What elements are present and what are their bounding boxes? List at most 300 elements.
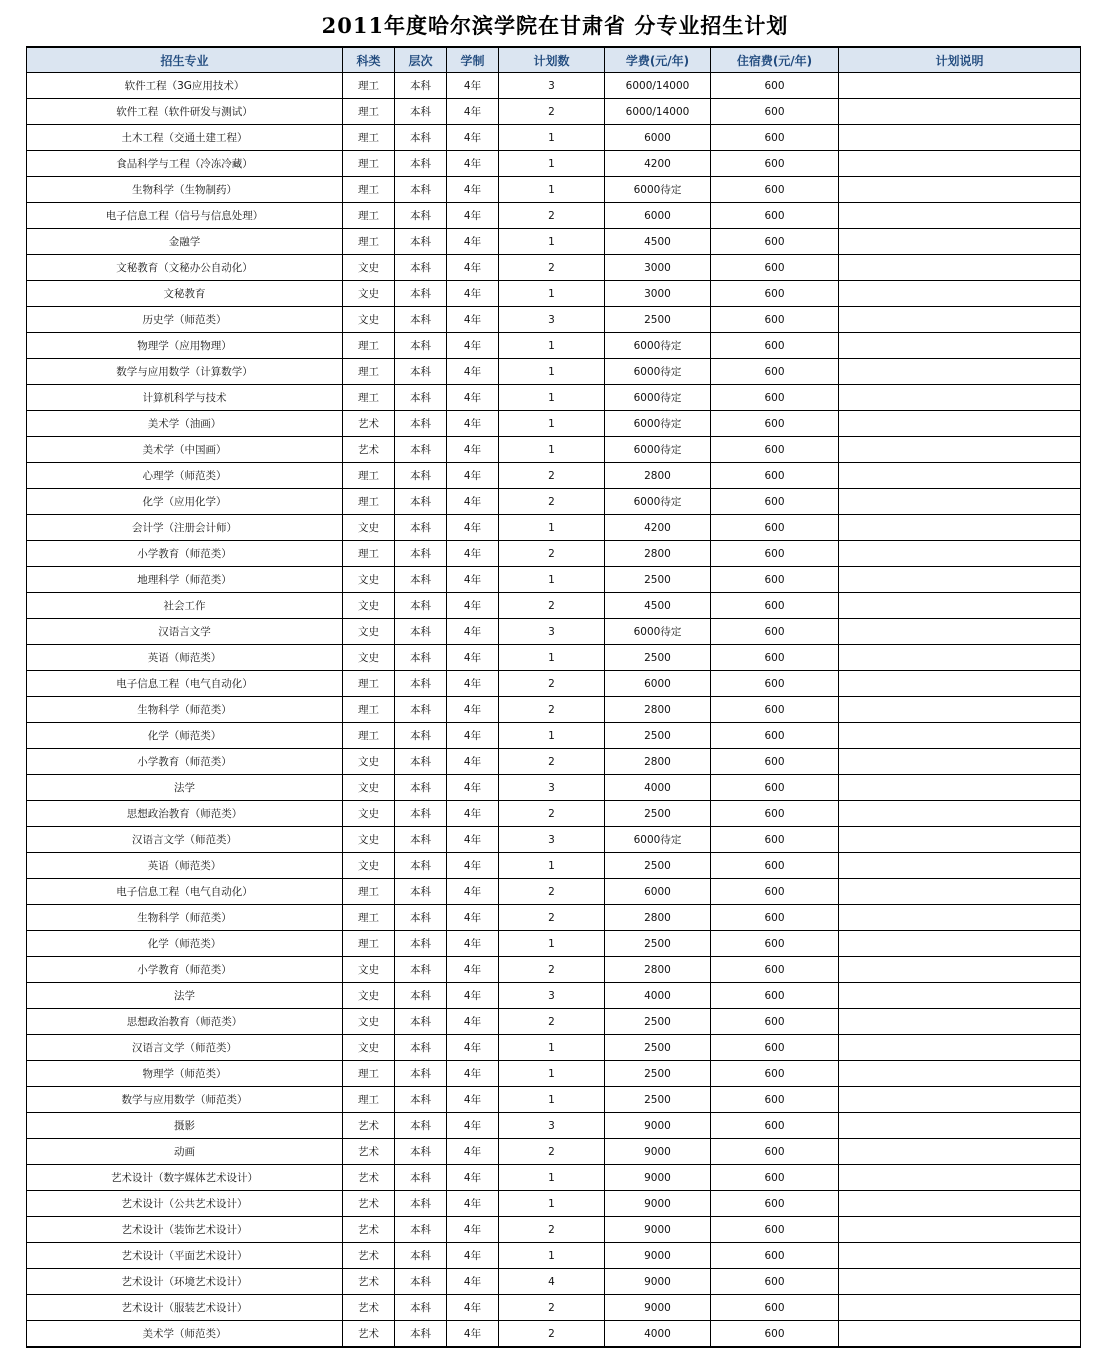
cell-major: 美术学（中国画） [27, 437, 343, 463]
cell-tuition: 2500 [605, 1009, 711, 1035]
cell-level: 本科 [395, 99, 447, 125]
cell-note [839, 1217, 1081, 1243]
cell-level: 本科 [395, 177, 447, 203]
cell-duration: 4年 [447, 541, 499, 567]
cell-duration: 4年 [447, 333, 499, 359]
cell-level: 本科 [395, 151, 447, 177]
cell-level: 本科 [395, 775, 447, 801]
cell-note [839, 1035, 1081, 1061]
table-row [27, 1035, 1081, 1061]
cell-level: 本科 [395, 1321, 447, 1348]
cell-tuition: 2500 [605, 645, 711, 671]
cell-category: 理工 [343, 203, 395, 229]
cell-major: 生物科学（师范类） [27, 905, 343, 931]
cell-lodging: 600 [711, 151, 839, 177]
cell-duration: 4年 [447, 619, 499, 645]
cell-major: 会计学（注册会计师） [27, 515, 343, 541]
cell-tuition: 9000 [605, 1243, 711, 1269]
cell-tuition: 2500 [605, 1061, 711, 1087]
cell-lodging: 600 [711, 567, 839, 593]
cell-level: 本科 [395, 1009, 447, 1035]
cell-duration: 4年 [447, 931, 499, 957]
cell-plan-count: 1 [499, 333, 605, 359]
table-row [27, 723, 1081, 749]
cell-tuition: 4000 [605, 775, 711, 801]
cell-note [839, 307, 1081, 333]
cell-lodging: 600 [711, 1191, 839, 1217]
cell-lodging: 600 [711, 1009, 839, 1035]
cell-tuition: 9000 [605, 1191, 711, 1217]
cell-tuition: 6000/14000 [605, 99, 711, 125]
cell-level: 本科 [395, 567, 447, 593]
cell-duration: 4年 [447, 801, 499, 827]
table-row [27, 1087, 1081, 1113]
cell-lodging: 600 [711, 255, 839, 281]
cell-duration: 4年 [447, 593, 499, 619]
cell-lodging: 600 [711, 411, 839, 437]
cell-level: 本科 [395, 801, 447, 827]
cell-category: 艺术 [343, 1269, 395, 1295]
cell-major: 土木工程（交通土建工程） [27, 125, 343, 151]
cell-note [839, 99, 1081, 125]
cell-plan-count: 1 [499, 723, 605, 749]
table-row [27, 801, 1081, 827]
cell-major: 化学（应用化学） [27, 489, 343, 515]
cell-note [839, 73, 1081, 99]
cell-level: 本科 [395, 983, 447, 1009]
cell-level: 本科 [395, 905, 447, 931]
cell-duration: 4年 [447, 1087, 499, 1113]
cell-lodging: 600 [711, 1113, 839, 1139]
table-row [27, 879, 1081, 905]
cell-level: 本科 [395, 515, 447, 541]
cell-plan-count: 1 [499, 515, 605, 541]
cell-plan-count: 2 [499, 905, 605, 931]
cell-major: 电子信息工程（信号与信息处理） [27, 203, 343, 229]
cell-lodging: 600 [711, 1295, 839, 1321]
cell-level: 本科 [395, 1217, 447, 1243]
cell-major: 生物科学（师范类） [27, 697, 343, 723]
cell-duration: 4年 [447, 1243, 499, 1269]
cell-lodging: 600 [711, 801, 839, 827]
cell-duration: 4年 [447, 73, 499, 99]
cell-lodging: 600 [711, 879, 839, 905]
header-lodging: 住宿费(元/年) [711, 47, 839, 73]
cell-note [839, 1243, 1081, 1269]
cell-tuition: 4200 [605, 515, 711, 541]
cell-tuition: 2500 [605, 931, 711, 957]
cell-major: 生物科学（生物制药） [27, 177, 343, 203]
table-row [27, 1243, 1081, 1269]
cell-lodging: 600 [711, 749, 839, 775]
cell-tuition: 2800 [605, 749, 711, 775]
table-row [27, 359, 1081, 385]
cell-duration: 4年 [447, 983, 499, 1009]
cell-level: 本科 [395, 125, 447, 151]
table-row [27, 515, 1081, 541]
cell-level: 本科 [395, 203, 447, 229]
cell-note [839, 1139, 1081, 1165]
cell-plan-count: 2 [499, 593, 605, 619]
cell-duration: 4年 [447, 203, 499, 229]
cell-lodging: 600 [711, 827, 839, 853]
cell-plan-count: 3 [499, 775, 605, 801]
cell-tuition: 6000待定 [605, 385, 711, 411]
cell-major: 食品科学与工程（冷冻冷藏） [27, 151, 343, 177]
table-row [27, 99, 1081, 125]
cell-plan-count: 2 [499, 801, 605, 827]
cell-note [839, 333, 1081, 359]
cell-major: 艺术设计（服装艺术设计） [27, 1295, 343, 1321]
cell-lodging: 600 [711, 73, 839, 99]
cell-lodging: 600 [711, 541, 839, 567]
cell-lodging: 600 [711, 619, 839, 645]
cell-note [839, 697, 1081, 723]
cell-major: 英语（师范类） [27, 645, 343, 671]
cell-duration: 4年 [447, 1165, 499, 1191]
cell-plan-count: 1 [499, 931, 605, 957]
cell-major: 社会工作 [27, 593, 343, 619]
cell-major: 电子信息工程（电气自动化） [27, 879, 343, 905]
cell-category: 艺术 [343, 411, 395, 437]
table-row [27, 541, 1081, 567]
cell-category: 理工 [343, 1061, 395, 1087]
cell-plan-count: 1 [499, 1243, 605, 1269]
cell-lodging: 600 [711, 281, 839, 307]
cell-lodging: 600 [711, 723, 839, 749]
header-category: 科类 [343, 47, 395, 73]
cell-note [839, 983, 1081, 1009]
cell-level: 本科 [395, 697, 447, 723]
cell-level: 本科 [395, 307, 447, 333]
cell-major: 艺术设计（环境艺术设计） [27, 1269, 343, 1295]
cell-plan-count: 1 [499, 411, 605, 437]
cell-tuition: 2500 [605, 801, 711, 827]
cell-duration: 4年 [447, 1035, 499, 1061]
cell-category: 文史 [343, 1035, 395, 1061]
cell-level: 本科 [395, 957, 447, 983]
cell-lodging: 600 [711, 671, 839, 697]
cell-duration: 4年 [447, 1061, 499, 1087]
cell-duration: 4年 [447, 1009, 499, 1035]
cell-category: 理工 [343, 385, 395, 411]
cell-plan-count: 2 [499, 541, 605, 567]
cell-note [839, 125, 1081, 151]
cell-duration: 4年 [447, 99, 499, 125]
cell-duration: 4年 [447, 775, 499, 801]
cell-level: 本科 [395, 359, 447, 385]
cell-plan-count: 1 [499, 437, 605, 463]
cell-level: 本科 [395, 931, 447, 957]
cell-note [839, 1165, 1081, 1191]
cell-category: 理工 [343, 359, 395, 385]
cell-tuition: 6000 [605, 125, 711, 151]
cell-tuition: 6000待定 [605, 489, 711, 515]
cell-lodging: 600 [711, 1321, 839, 1348]
cell-plan-count: 1 [499, 1087, 605, 1113]
cell-major: 艺术设计（公共艺术设计） [27, 1191, 343, 1217]
cell-major: 软件工程（3G应用技术） [27, 73, 343, 99]
cell-note [839, 879, 1081, 905]
cell-lodging: 600 [711, 775, 839, 801]
table-row [27, 151, 1081, 177]
cell-note [839, 957, 1081, 983]
cell-category: 文史 [343, 1009, 395, 1035]
cell-note [839, 645, 1081, 671]
cell-plan-count: 2 [499, 99, 605, 125]
cell-plan-count: 1 [499, 151, 605, 177]
table-row [27, 125, 1081, 151]
cell-plan-count: 2 [499, 1139, 605, 1165]
cell-note [839, 255, 1081, 281]
cell-tuition: 6000/14000 [605, 73, 711, 99]
cell-major: 心理学（师范类） [27, 463, 343, 489]
cell-level: 本科 [395, 1165, 447, 1191]
cell-note [839, 567, 1081, 593]
table-row [27, 177, 1081, 203]
table-row [27, 1139, 1081, 1165]
cell-major: 物理学（应用物理） [27, 333, 343, 359]
cell-duration: 4年 [447, 1191, 499, 1217]
cell-major: 金融学 [27, 229, 343, 255]
cell-plan-count: 1 [499, 281, 605, 307]
table-row [27, 931, 1081, 957]
table-row [27, 1321, 1081, 1348]
cell-major: 汉语言文学（师范类） [27, 1035, 343, 1061]
cell-category: 艺术 [343, 1139, 395, 1165]
cell-plan-count: 1 [499, 177, 605, 203]
table-row [27, 593, 1081, 619]
cell-lodging: 600 [711, 1243, 839, 1269]
table-row [27, 1009, 1081, 1035]
cell-major: 电子信息工程（电气自动化） [27, 671, 343, 697]
cell-major: 美术学（师范类） [27, 1321, 343, 1348]
cell-tuition: 2800 [605, 697, 711, 723]
cell-level: 本科 [395, 1243, 447, 1269]
cell-category: 理工 [343, 125, 395, 151]
cell-category: 文史 [343, 775, 395, 801]
cell-plan-count: 2 [499, 697, 605, 723]
table-row [27, 229, 1081, 255]
cell-tuition: 6000待定 [605, 619, 711, 645]
cell-lodging: 600 [711, 983, 839, 1009]
cell-lodging: 600 [711, 853, 839, 879]
cell-plan-count: 1 [499, 359, 605, 385]
cell-tuition: 9000 [605, 1139, 711, 1165]
cell-note [839, 853, 1081, 879]
header-notes: 计划说明 [839, 47, 1081, 73]
table-row [27, 73, 1081, 99]
cell-tuition: 6000待定 [605, 411, 711, 437]
cell-duration: 4年 [447, 567, 499, 593]
table-row [27, 1061, 1081, 1087]
cell-major: 英语（师范类） [27, 853, 343, 879]
cell-category: 文史 [343, 281, 395, 307]
cell-plan-count: 2 [499, 255, 605, 281]
cell-category: 理工 [343, 489, 395, 515]
cell-level: 本科 [395, 1087, 447, 1113]
cell-lodging: 600 [711, 645, 839, 671]
cell-note [839, 411, 1081, 437]
cell-tuition: 9000 [605, 1165, 711, 1191]
cell-major: 历史学（师范类） [27, 307, 343, 333]
cell-level: 本科 [395, 723, 447, 749]
table-row [27, 489, 1081, 515]
cell-lodging: 600 [711, 515, 839, 541]
cell-plan-count: 1 [499, 125, 605, 151]
cell-note [839, 385, 1081, 411]
cell-level: 本科 [395, 385, 447, 411]
cell-plan-count: 1 [499, 1061, 605, 1087]
cell-plan-count: 2 [499, 463, 605, 489]
cell-major: 小学教育（师范类） [27, 957, 343, 983]
cell-category: 理工 [343, 333, 395, 359]
cell-lodging: 600 [711, 1165, 839, 1191]
cell-category: 理工 [343, 73, 395, 99]
cell-tuition: 4200 [605, 151, 711, 177]
cell-tuition: 3000 [605, 281, 711, 307]
cell-duration: 4年 [447, 177, 499, 203]
cell-tuition: 9000 [605, 1269, 711, 1295]
cell-note [839, 437, 1081, 463]
cell-major: 文秘教育（文秘办公自动化） [27, 255, 343, 281]
cell-duration: 4年 [447, 723, 499, 749]
cell-major: 化学（师范类） [27, 723, 343, 749]
cell-category: 理工 [343, 99, 395, 125]
table-row [27, 957, 1081, 983]
header-level: 层次 [395, 47, 447, 73]
cell-tuition: 2800 [605, 541, 711, 567]
table-row [27, 827, 1081, 853]
table-row [27, 203, 1081, 229]
cell-plan-count: 2 [499, 1217, 605, 1243]
cell-plan-count: 3 [499, 73, 605, 99]
cell-lodging: 600 [711, 1217, 839, 1243]
cell-tuition: 6000待定 [605, 359, 711, 385]
cell-major: 数学与应用数学（师范类） [27, 1087, 343, 1113]
cell-level: 本科 [395, 1191, 447, 1217]
table-row [27, 1113, 1081, 1139]
cell-plan-count: 1 [499, 1191, 605, 1217]
cell-major: 文秘教育 [27, 281, 343, 307]
cell-note [839, 723, 1081, 749]
cell-note [839, 1061, 1081, 1087]
cell-major: 法学 [27, 775, 343, 801]
cell-tuition: 2500 [605, 567, 711, 593]
cell-level: 本科 [395, 1035, 447, 1061]
cell-plan-count: 1 [499, 1035, 605, 1061]
cell-plan-count: 1 [499, 853, 605, 879]
cell-plan-count: 2 [499, 1009, 605, 1035]
cell-category: 艺术 [343, 1113, 395, 1139]
cell-duration: 4年 [447, 489, 499, 515]
cell-duration: 4年 [447, 281, 499, 307]
cell-level: 本科 [395, 1295, 447, 1321]
cell-major: 数学与应用数学（计算数学） [27, 359, 343, 385]
cell-major: 软件工程（软件研发与测试） [27, 99, 343, 125]
header-tuition: 学费(元/年) [605, 47, 711, 73]
page-title: 2011年度哈尔滨学院在甘肃省 分专业招生计划 [321, 13, 789, 38]
cell-level: 本科 [395, 463, 447, 489]
cell-plan-count: 2 [499, 1321, 605, 1348]
cell-lodging: 600 [711, 489, 839, 515]
cell-category: 理工 [343, 905, 395, 931]
cell-category: 文史 [343, 515, 395, 541]
table-row [27, 671, 1081, 697]
cell-duration: 4年 [447, 125, 499, 151]
cell-plan-count: 2 [499, 879, 605, 905]
cell-category: 文史 [343, 827, 395, 853]
cell-major: 艺术设计（装饰艺术设计） [27, 1217, 343, 1243]
table-row [27, 463, 1081, 489]
table-row [27, 645, 1081, 671]
cell-duration: 4年 [447, 1321, 499, 1348]
cell-major: 计算机科学与技术 [27, 385, 343, 411]
cell-tuition: 2500 [605, 1087, 711, 1113]
cell-tuition: 9000 [605, 1295, 711, 1321]
cell-tuition: 6000待定 [605, 177, 711, 203]
cell-major: 汉语言文学 [27, 619, 343, 645]
cell-duration: 4年 [447, 827, 499, 853]
cell-tuition: 6000 [605, 671, 711, 697]
cell-major: 小学教育（师范类） [27, 749, 343, 775]
cell-tuition: 6000待定 [605, 437, 711, 463]
cell-category: 文史 [343, 645, 395, 671]
cell-lodging: 600 [711, 203, 839, 229]
cell-note [839, 515, 1081, 541]
cell-category: 艺术 [343, 1243, 395, 1269]
cell-level: 本科 [395, 489, 447, 515]
cell-category: 理工 [343, 723, 395, 749]
table-body [27, 73, 1081, 1348]
table-row [27, 775, 1081, 801]
cell-duration: 4年 [447, 463, 499, 489]
cell-note [839, 1321, 1081, 1348]
cell-duration: 4年 [447, 151, 499, 177]
cell-category: 文史 [343, 957, 395, 983]
cell-note [839, 619, 1081, 645]
cell-tuition: 2500 [605, 307, 711, 333]
cell-note [839, 489, 1081, 515]
cell-tuition: 6000待定 [605, 827, 711, 853]
cell-category: 理工 [343, 151, 395, 177]
cell-plan-count: 3 [499, 983, 605, 1009]
cell-plan-count: 1 [499, 567, 605, 593]
cell-category: 文史 [343, 255, 395, 281]
table-row [27, 853, 1081, 879]
cell-level: 本科 [395, 593, 447, 619]
cell-note [839, 229, 1081, 255]
cell-category: 艺术 [343, 1217, 395, 1243]
cell-duration: 4年 [447, 749, 499, 775]
cell-duration: 4年 [447, 671, 499, 697]
cell-lodging: 600 [711, 177, 839, 203]
cell-duration: 4年 [447, 957, 499, 983]
cell-note [839, 775, 1081, 801]
cell-note [839, 593, 1081, 619]
table-row [27, 411, 1081, 437]
cell-lodging: 600 [711, 229, 839, 255]
cell-lodging: 600 [711, 905, 839, 931]
cell-level: 本科 [395, 333, 447, 359]
cell-major: 艺术设计（数字媒体艺术设计） [27, 1165, 343, 1191]
cell-note [839, 281, 1081, 307]
cell-category: 理工 [343, 879, 395, 905]
cell-plan-count: 1 [499, 645, 605, 671]
cell-major: 物理学（师范类） [27, 1061, 343, 1087]
cell-plan-count: 3 [499, 827, 605, 853]
cell-note [839, 827, 1081, 853]
